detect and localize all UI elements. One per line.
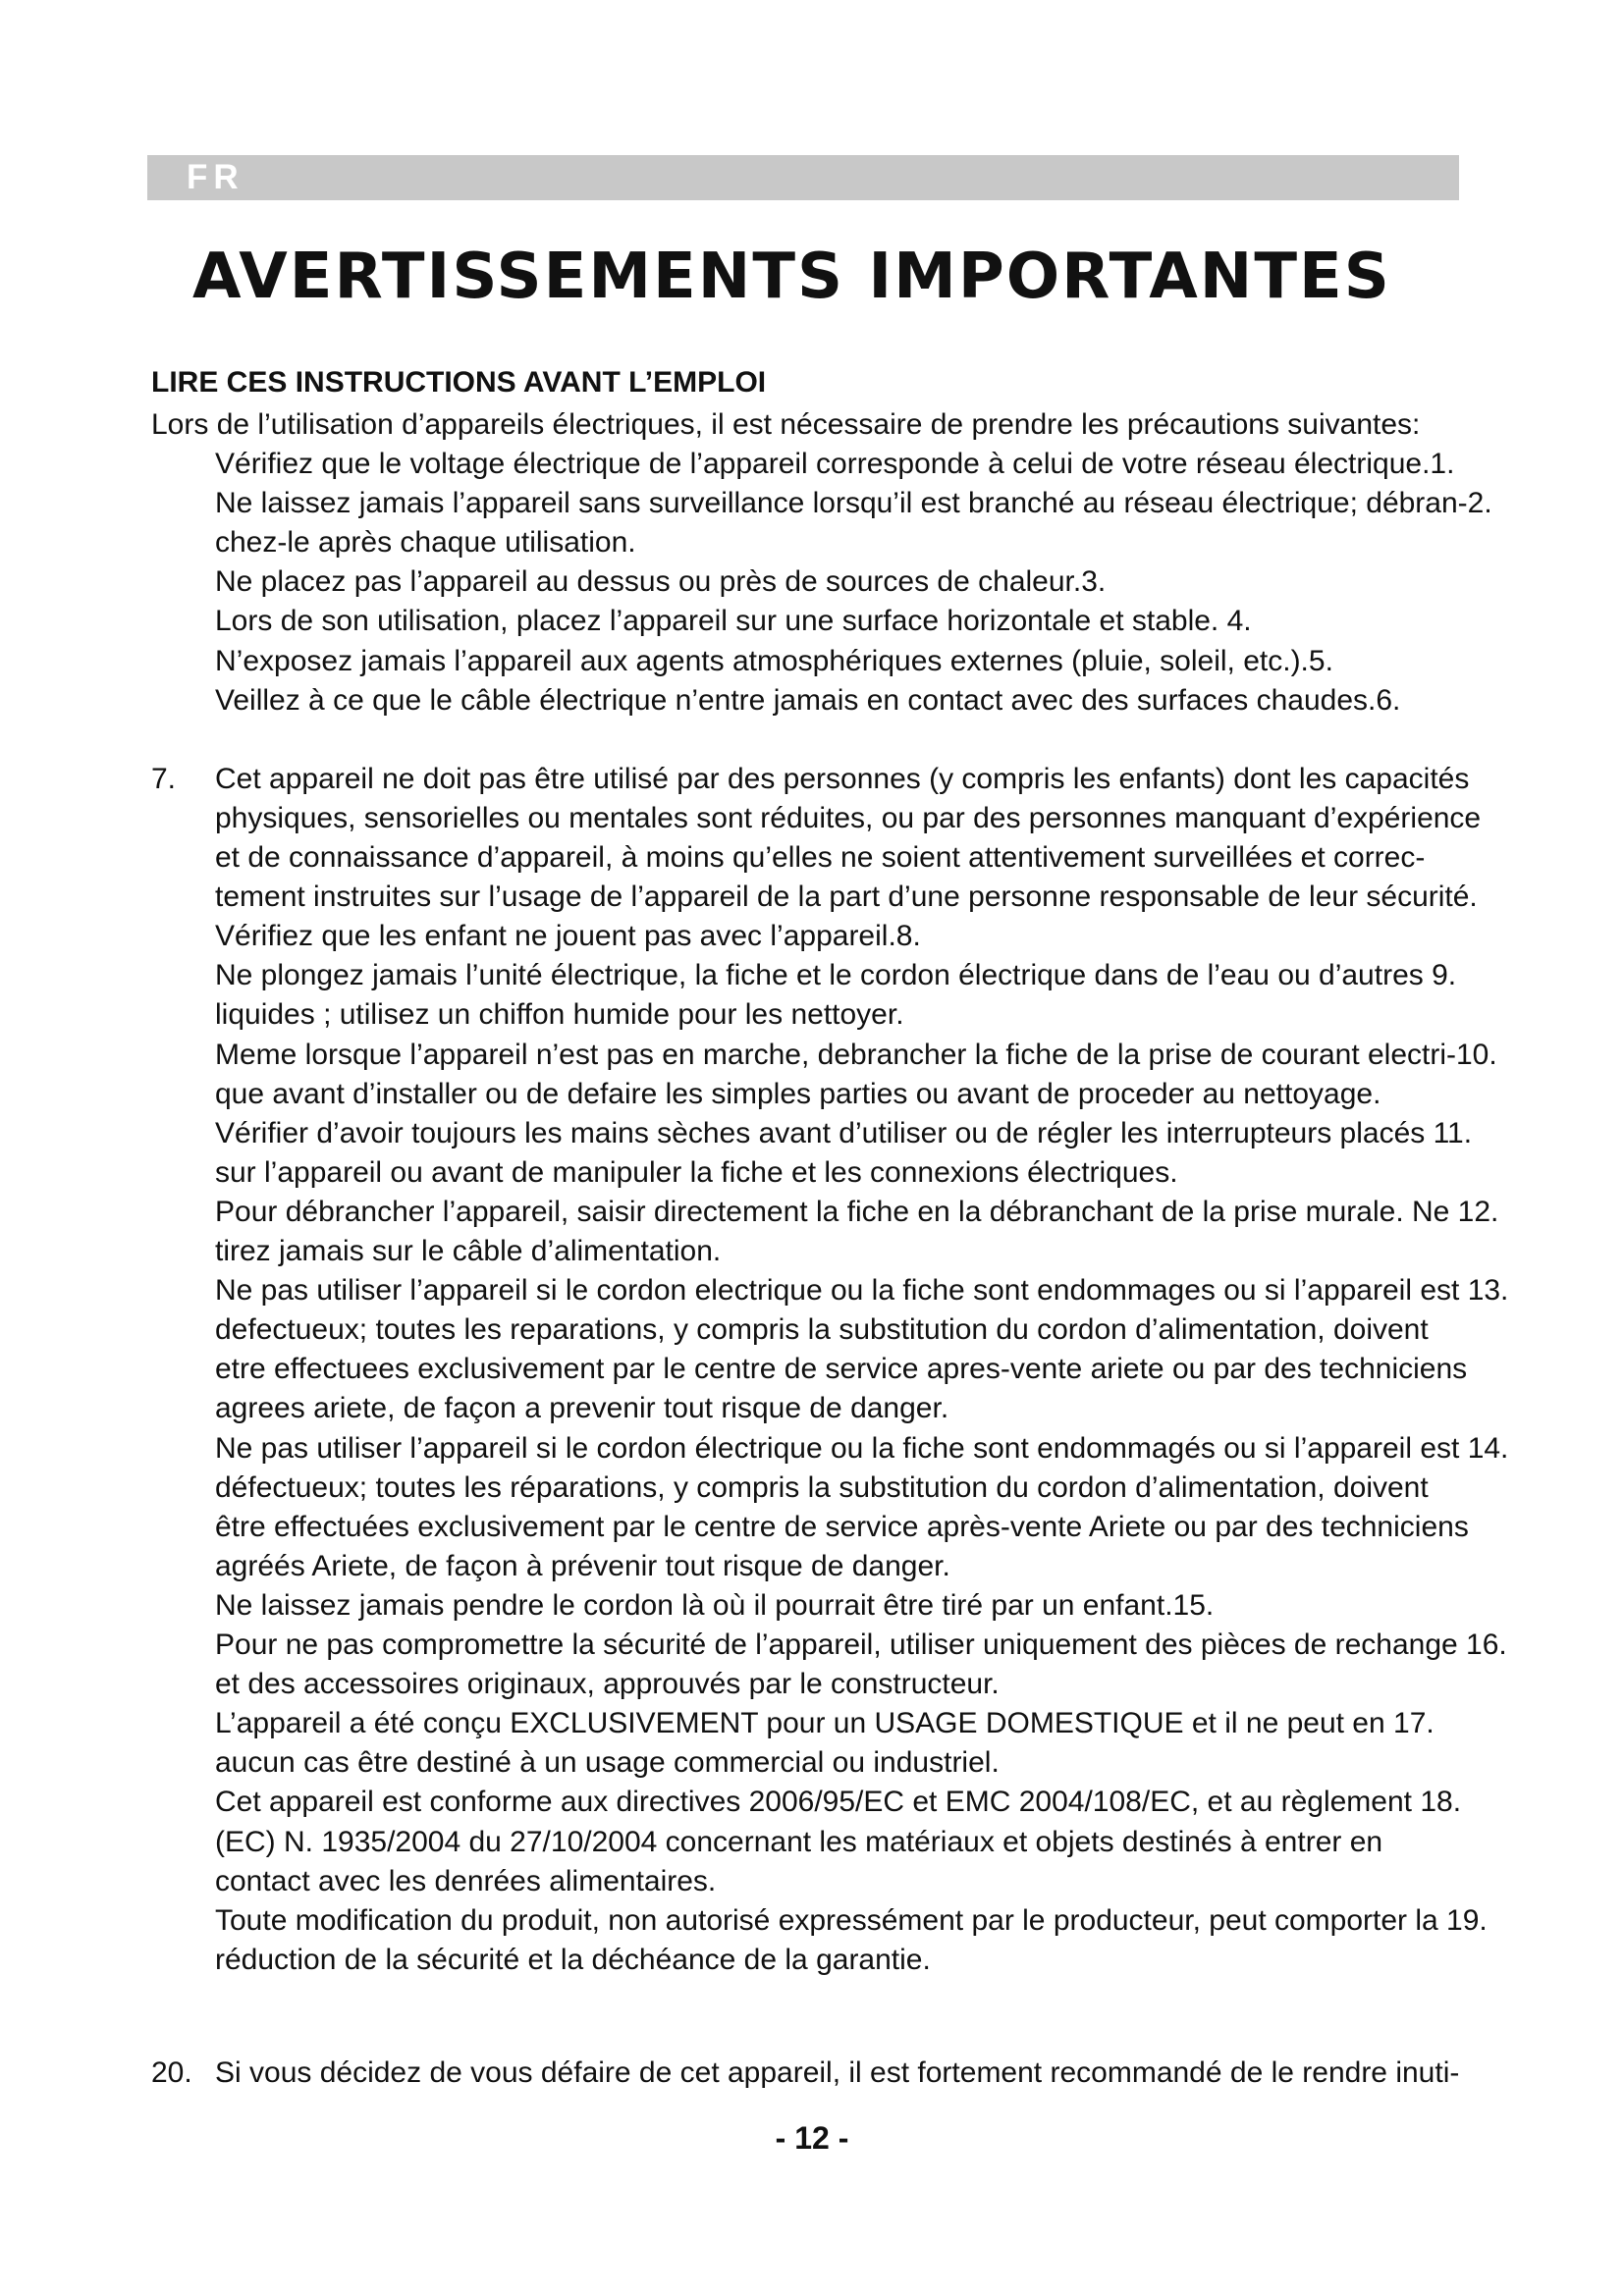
instruction-line: defectueux; toutes les reparations, y compris la substitution du cordon d’alimentation, doivent bbox=[215, 1313, 1429, 1346]
instruction-line: Toute modification du produit, non autorisé expressément par le producteur, peut comporter la 19. bbox=[215, 1904, 1488, 1937]
instruction-line: et des accessoires originaux, approuvés par le constructeur. bbox=[215, 1668, 1000, 1700]
instruction-line: Ne laissez jamais l’appareil sans surveillance lorsqu’il est branché au réseau électrique; débran-2. bbox=[215, 487, 1492, 519]
item-number-7: 7. bbox=[151, 763, 177, 795]
instruction-line: tement instruites sur l’usage de l’appareil de la part d’une personne responsable de leur sécurité. bbox=[215, 881, 1478, 913]
instruction-line: etre effectuees exclusivement par le centre de service apres-vente ariete ou par des techniciens bbox=[215, 1353, 1468, 1385]
instruction-line: Ne laissez jamais pendre le cordon là où il pourrait être tiré par un enfant.15. bbox=[215, 1589, 1215, 1622]
instruction-line: Ne placez pas l’appareil au dessus ou près de sources de chaleur.3. bbox=[215, 565, 1107, 598]
instruction-line: Cet appareil ne doit pas être utilisé par des personnes (y compris les enfants) dont les capacités bbox=[215, 763, 1470, 795]
instruction-line: aucun cas être destiné à un usage commercial ou industriel. bbox=[215, 1746, 1000, 1779]
section-heading: LIRE CES INSTRUCTIONS AVANT L’EMPLOI bbox=[151, 366, 767, 399]
instruction-line: liquides ; utilisez un chiffon humide pour les nettoyer. bbox=[215, 998, 904, 1031]
instruction-line: Veillez à ce que le câble électrique n’entre jamais en contact avec des surfaces chaudes.6. bbox=[215, 684, 1401, 717]
instruction-line: être effectuées exclusivement par le centre de service après-vente Ariete ou par des techniciens bbox=[215, 1511, 1469, 1543]
instruction-line: chez-le après chaque utilisation. bbox=[215, 526, 636, 559]
instruction-line: réduction de la sécurité et la déchéance de la garantie. bbox=[215, 1944, 931, 1976]
instruction-line: tirez jamais sur le câble d’alimentation. bbox=[215, 1235, 722, 1267]
instruction-line: Vérifiez que le voltage électrique de l’appareil corresponde à celui de votre réseau électrique.1. bbox=[215, 448, 1455, 480]
instruction-line: Lors de son utilisation, placez l’appareil sur une surface horizontale et stable. 4. bbox=[215, 605, 1252, 637]
instruction-line: Ne pas utiliser l’appareil si le cordon electrique ou la fiche sont endommages ou si l’appareil est 13. bbox=[215, 1274, 1509, 1307]
instruction-line: Pour ne pas compromettre la sécurité de l’appareil, utiliser uniquement des pièces de rechange 16. bbox=[215, 1629, 1507, 1661]
instruction-line: agréés Ariete, de façon à prévenir tout risque de danger. bbox=[215, 1550, 950, 1582]
item-number-20: 20. bbox=[151, 2056, 192, 2089]
instruction-line: Ne plongez jamais l’unité électrique, la fiche et le cordon électrique dans de l’eau ou d’autres 9. bbox=[215, 959, 1457, 991]
instruction-line: Ne pas utiliser l’appareil si le cordon électrique ou la fiche sont endommagés ou si l’appareil est 14. bbox=[215, 1432, 1509, 1465]
instruction-line: L’appareil a été conçu EXCLUSIVEMENT pour un USAGE DOMESTIQUE et il ne peut en 17. bbox=[215, 1707, 1435, 1739]
instruction-line: Vérifiez que les enfant ne jouent pas avec l’appareil.8. bbox=[215, 920, 921, 952]
language-bar bbox=[147, 155, 1459, 200]
instruction-line: N’exposez jamais l’appareil aux agents atmosphériques externes (pluie, soleil, etc.).5. bbox=[215, 645, 1333, 677]
intro-paragraph: Lors de l’utilisation d’appareils électriques, il est nécessaire de prendre les précautions suivantes: bbox=[151, 408, 1421, 441]
page-number: - 12 - bbox=[775, 2120, 849, 2156]
instruction-line: que avant d’installer ou de defaire les simples parties ou avant de proceder au nettoyage. bbox=[215, 1078, 1381, 1110]
instruction-line: contact avec les denrées alimentaires. bbox=[215, 1865, 717, 1897]
language-tag: FR bbox=[187, 158, 244, 196]
instruction-line: physiques, sensorielles ou mentales sont réduites, ou par des personnes manquant d’expérience bbox=[215, 802, 1482, 834]
instruction-line: agrees ariete, de façon a prevenir tout risque de danger. bbox=[215, 1392, 949, 1424]
page-title: AVERTISSEMENTS IMPORTANTES bbox=[192, 240, 1391, 313]
instruction-line: Cet appareil est conforme aux directives 2006/95/EC et EMC 2004/108/EC, et au règlement 18. bbox=[215, 1786, 1462, 1818]
instruction-line: Si vous décidez de vous défaire de cet appareil, il est fortement recommandé de le rendre inuti- bbox=[215, 2056, 1460, 2089]
instruction-line: Pour débrancher l’appareil, saisir directement la fiche en la débranchant de la prise murale. Ne 12. bbox=[215, 1196, 1499, 1228]
instruction-line: (EC) N. 1935/2004 du 27/10/2004 concernant les matériaux et objets destinés à entrer en bbox=[215, 1826, 1383, 1858]
instruction-line: défectueux; toutes les réparations, y compris la substitution du cordon d’alimentation, doivent bbox=[215, 1471, 1429, 1504]
instruction-line: et de connaissance d’appareil, à moins qu’elles ne soient attentivement surveillées et correc- bbox=[215, 841, 1426, 874]
instruction-line: sur l’appareil ou avant de manipuler la fiche et les connexions électriques. bbox=[215, 1156, 1178, 1189]
instruction-line: Vérifier d’avoir toujours les mains sèches avant d’utiliser ou de régler les interrupteurs placés 11. bbox=[215, 1117, 1473, 1149]
instruction-line: Meme lorsque l’appareil n’est pas en marche, debrancher la fiche de la prise de courant electri-10. bbox=[215, 1039, 1497, 1071]
